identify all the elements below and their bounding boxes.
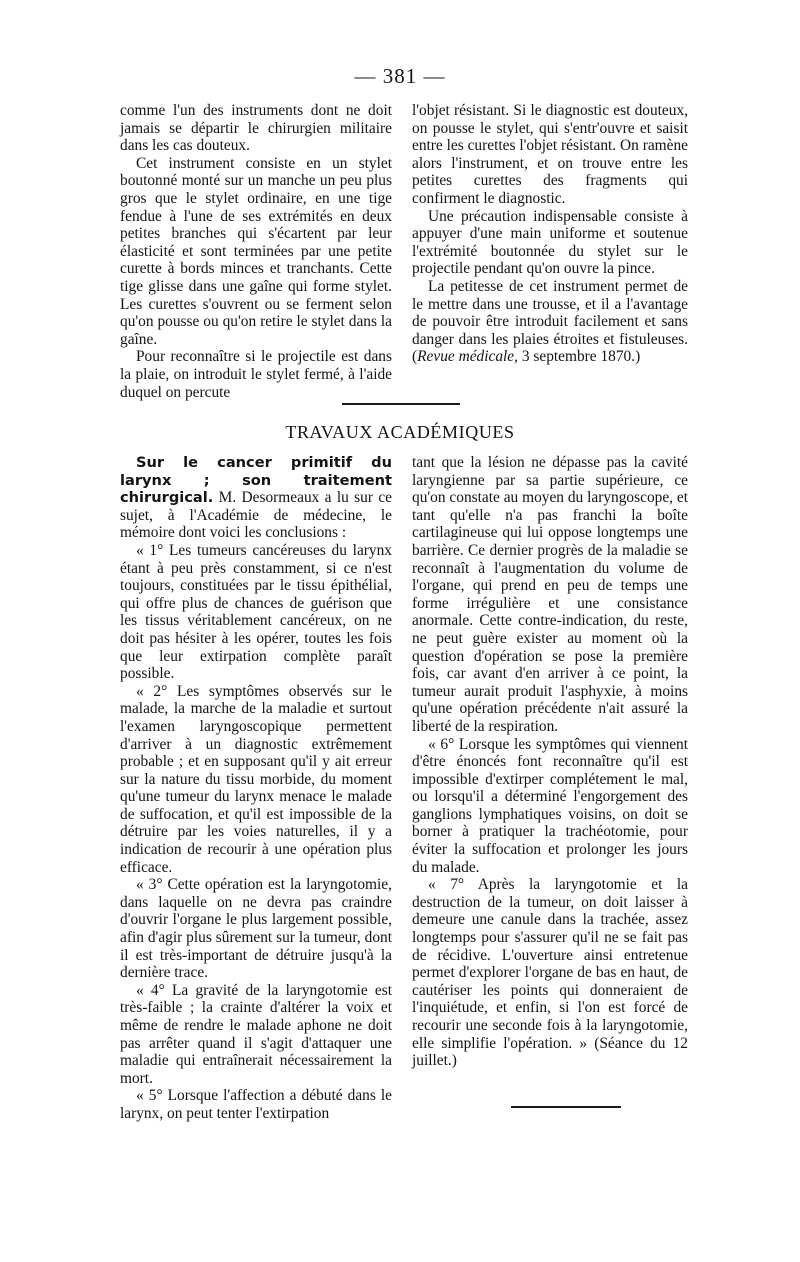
- page-number: — 381 —: [354, 64, 446, 88]
- paragraph: l'objet résistant. Si le diagnostic est douteux, on pousse le stylet, qui s'entr'ouvre et saisit entre les curettes l'objet résistant. On ramène alors l'instrument, et on trouve entre les petites curettes des fragments qui confirment le diagnostic.: [412, 102, 688, 207]
- conclusion-7: « 7° Après la laryngotomie et la destruction de la tumeur, on doit laisser à demeure une canule dans la trachée, assez longtemps pour s'assurer qu'il ne se fait pas de récidive. L'ouverture ainsi entretenue permet d'explorer l'organe de bas en haut, de cautériser les points qui donneraient de l'inquiétude, et enfin, si l'on est forcé de recourir une seconde fois à la laryngotomie, elle simplifie l'opération. » (Séance du 12 juillet.): [412, 876, 688, 1070]
- citation-date: , 3 septembre 1870.): [514, 348, 641, 366]
- section-divider: [342, 403, 460, 405]
- paragraph: comme l'un des instruments dont ne doit jamais se départir le chirurgien militaire dans les cas douteux.: [120, 102, 392, 155]
- conclusion-1: « 1° Les tumeurs cancéreuses du larynx étant à peu près constamment, si ce n'est toujours, constituées par le tissu épithélial, qui offre plus de chances de guérison que les tissus véritablement cancéreux, on ne doit pas hésiter à les opérer, toutes les fois que leur extirpation complète paraît possible.: [120, 541, 392, 683]
- article-intro: [120, 454, 392, 542]
- paragraph: Cet instrument consiste en un stylet boutonné monté sur un manche un peu plus gros que le stylet ordinaire, en une tige fendue à l'une de ses extrémités en deux petites branches qui s'écartent par leur élasticité et sont terminées par une petite curette à bords minces et tranchants. Cette tige glisse dans une gaîne qui forme stylet. Les curettes s'ouvrent ou se ferment selon qu'on pousse ou qu'on retire le stylet dans la gaîne.: [120, 154, 392, 348]
- paragraph: Une précaution indispensable consiste à appuyer d'une main uniforme et soutenue l'extrémité boutonnée du stylet sur le projectile pendant qu'on ouvre la pince.: [412, 207, 688, 278]
- bottom-left-column: [120, 454, 392, 1123]
- bottom-right-column: [412, 454, 688, 1070]
- conclusion-4: « 4° La gravité de la laryngotomie est très-faible ; la crainte d'altérer la voix et même de rendre le malade aphone ne doit pas arrêter quand il s'agit d'attaquer une maladie qui entraînerait nécessairement la mort.: [120, 981, 392, 1087]
- top-right-column: [412, 102, 688, 366]
- conclusion-3: « 3° Cette opération est la laryngotomie, dans laquelle on ne devra pas craindre d'ouvrir l'organe le plus largement possible, afin d'agir plus sûrement sur la tumeur, dont il est très-important de détruire jusqu'à la dernière trace.: [120, 876, 392, 982]
- conclusion-2: « 2° Les symptômes observés sur le malade, la marche de la maladie et surtout l'examen laryngoscopique permettent d'arriver à un diagnostic extrêmement probable ; et en supposant qu'il y ait erreur sur la nature du tissu morbide, du moment qu'une tumeur du larynx menace le malade de suffocation, et qu'il est impossible de la détruire par les voies naturelles, il y a indication de recourir à une opération plus efficace.: [120, 682, 392, 876]
- top-left-column: [120, 102, 392, 401]
- end-rule: [511, 1106, 621, 1108]
- intro-text: M. Desormeaux a lu sur ce sujet, à l'Académie de médecine, le mémoire dont voici les conclusions :: [120, 489, 392, 542]
- paragraph-text: La petitesse de cet instrument permet de le mettre dans une trousse, et il a l'avantage de pouvoir être introduit facilement et sans danger dans les plaies étroites et fistuleuses. (: [412, 277, 688, 366]
- source-citation: Revue médicale: [417, 348, 515, 366]
- section-title: TRAVAUX ACADÉMIQUES: [285, 422, 515, 442]
- paragraph: Pour reconnaître si le projectile est dans la plaie, on introduit le stylet fermé, à l'aide duquel on percute: [120, 348, 392, 401]
- paragraph: [412, 278, 688, 366]
- conclusion-6: « 6° Lorsque les symptômes qui viennent d'être énoncés font reconnaître qu'il est impossible d'extirper complétement le mal, ou lorsqu'il a déterminé l'engorgement des ganglions lymphatiques voisins, on doit se borner à pratiquer la trachéotomie, pour éviter la suffocation et prolonger les jours du malade.: [412, 735, 688, 876]
- conclusion-5: « 5° Lorsque l'affection a débuté dans le larynx, on peut tenter l'extirpation: [120, 1087, 392, 1122]
- conclusion-5-continued: tant que la lésion ne dépasse pas la cavité laryngienne par sa partie supérieure, ce qu'on constate au moyen du laryngoscope, et tant qu'elle n'a pas franchi la boîte cartilagineuse qui lui oppose longtemps une barrière. Ce dernier progrès de la maladie se reconnaît à l'augmentation du volume de l'organe, qui prend en peu de temps une forme irrégulière et une consistance anormale. Cette contre-indication, du reste, ne peut guère exister au moment où la question d'opération se pose la première fois, car avant d'en arriver à ce point, la tumeur aurait produit l'asphyxie, à moins qu'une opération précédente n'ait assuré la liberté de la respiration.: [412, 454, 688, 735]
- article-title: Sur le cancer primitif du larynx ; son traitement chirurgical.: [120, 454, 392, 507]
